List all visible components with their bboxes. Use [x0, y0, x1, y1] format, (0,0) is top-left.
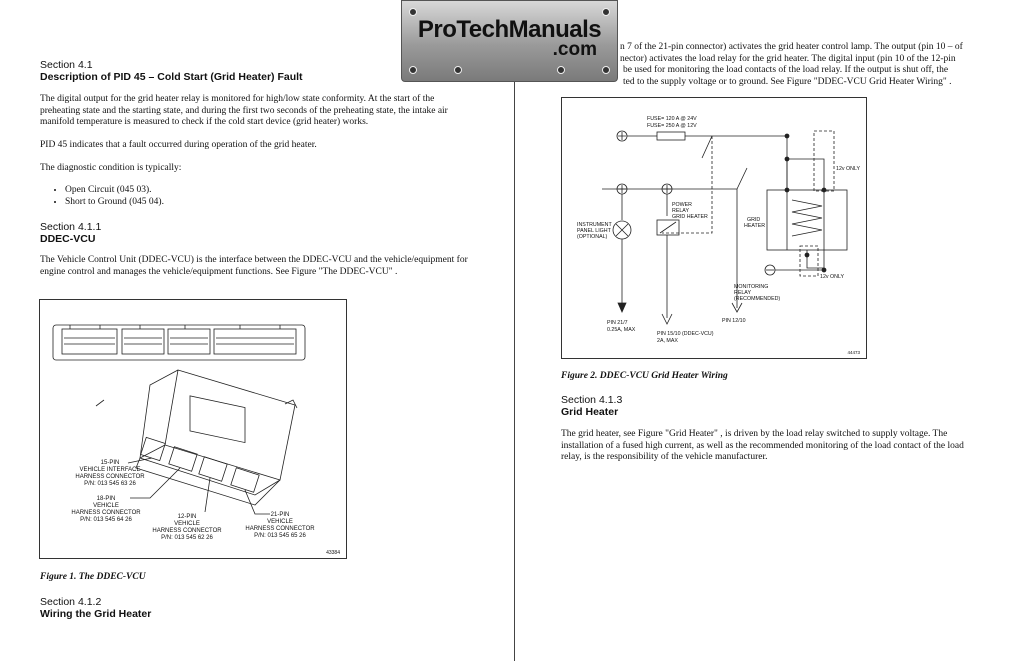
pin-label: PIN 12/10 — [722, 318, 746, 324]
paragraph: The Vehicle Control Unit (DDEC-VCU) is the interface between the DDEC-VCU and the vehicle/equipment for engine control and manages the vehicle/equipment functions. See Figure "The DDEC-VCU" . — [40, 255, 468, 277]
label-21-pin: 21-PIN — [270, 512, 290, 518]
section-4-1-3-heading — [561, 394, 981, 418]
rivet — [602, 66, 610, 74]
figure-id: 44473 — [847, 350, 860, 355]
section-title: Wiring the Grid Heater — [40, 608, 152, 620]
figure-grid-heater-wiring — [561, 97, 867, 359]
figure-id: 43384 — [326, 550, 340, 556]
section-title: DDEC-VCU — [40, 233, 96, 245]
logo-text: ProTechManuals — [417, 16, 602, 43]
label-15-pin: P/N: 013 545 63 26 — [84, 481, 136, 487]
paragraph-continued — [620, 42, 1000, 88]
column-divider — [514, 0, 515, 661]
paragraph: PID 45 indicates that a fault occurred during operation of the grid heater. — [40, 140, 317, 150]
label-12-pin: HARNESS CONNECTOR — [152, 528, 222, 534]
section-4-1-2-heading — [40, 596, 470, 620]
label-18-pin: P/N: 013 545 64 26 — [80, 517, 132, 523]
monitoring-label: (RECOMMENDED) — [734, 296, 781, 302]
label-15-pin: HARNESS CONNECTOR — [75, 474, 145, 480]
12v-only-label: 12v ONLY — [836, 166, 861, 172]
list-item: • Short to Ground (045 04). — [65, 197, 465, 209]
label-18-pin: 18-PIN — [96, 496, 116, 502]
label-21-pin: HARNESS CONNECTOR — [245, 526, 315, 532]
pin-label: PIN 15/10 (DDEC-VCU) — [657, 331, 714, 337]
label-12-pin: P/N: 013 545 62 26 — [161, 535, 213, 541]
power-relay-label: GRID HEATER — [672, 214, 708, 220]
label-21-pin: P/N: 013 545 65 26 — [254, 533, 306, 539]
grid-heater-label: GRID — [747, 217, 761, 223]
protechmanuals-logo — [401, 0, 618, 82]
label-12-pin: 12-PIN — [177, 514, 197, 520]
monitoring-label: MONITORING — [734, 284, 769, 290]
text-line: be used for monitoring the load contacts of the load relay. If the output is shut off, the — [623, 65, 949, 75]
section-title: Description of PID 45 – Cold Start (Grid Heater) Fault — [40, 71, 303, 83]
rivet — [454, 66, 462, 74]
fuse-label: FUSE= 250 A @ 12V — [647, 123, 697, 129]
bullet-list — [40, 185, 465, 208]
section-title: Grid Heater — [561, 406, 619, 418]
label-15-pin: 15-PIN — [100, 460, 120, 466]
power-relay-label: POWER — [672, 202, 693, 208]
section-number: Section 4.1 — [40, 59, 93, 71]
fuse-label: FUSE= 120 A @ 24V — [647, 116, 697, 122]
12v-only-label: 12v ONLY — [820, 274, 845, 280]
text-line: ted to the supply voltage or to ground. See Figure "DDEC-VCU Grid Heater Wiring" . — [623, 76, 952, 87]
list-item: • Open Circuit (045 03). — [65, 185, 465, 197]
paragraph: The grid heater, see Figure "Grid Heater" , is driven by the load relay switched to supply voltage. The installation of a fused high current, as well as the recommended monitoring of the load contact of the load relay, is the responsibility of the vehicle manufacturer. — [561, 429, 964, 462]
pin-label: PIN 21/7 — [607, 320, 628, 326]
logo-text-domain: .com — [552, 39, 597, 60]
label-12-pin: VEHICLE — [174, 521, 200, 527]
pin-label: 2A, MAX — [657, 338, 678, 344]
label-15-pin: VEHICLE INTERFACE — [79, 467, 141, 473]
label-18-pin: VEHICLE — [93, 503, 119, 509]
rivet — [409, 8, 417, 16]
grid-heater-label: HEATER — [744, 223, 766, 229]
grid-heater-wiring-diagram — [562, 98, 866, 358]
section-4-1-1-heading — [40, 221, 470, 245]
figure-ddec-vcu — [39, 299, 347, 559]
pin-label: 0.25A, MAX — [607, 327, 636, 333]
paragraph: The diagnostic condition is typically: — [40, 163, 182, 173]
figure-caption: Figure 2. DDEC-VCU Grid Heater Wiring — [561, 371, 728, 381]
rivet — [409, 66, 417, 74]
figure-caption: Figure 1. The DDEC-VCU — [40, 572, 146, 582]
ddec-vcu-drawing — [40, 300, 346, 558]
section-number: Section 4.1.1 — [40, 221, 102, 233]
monitoring-label: RELAY — [734, 290, 751, 296]
instrument-label: INSTRUMENT — [577, 222, 612, 228]
power-relay-label: RELAY — [672, 208, 689, 214]
section-number: Section 4.1.3 — [561, 394, 623, 406]
instrument-label: (OPTIONAL) — [577, 234, 608, 240]
paragraph: The digital output for the grid heater relay is monitored for high/low state conformity. At the start of the preheating state and the starting state, and during the first two seconds of the preheating state, the intake air manifold temperature is measured to check if the cold start device (grid heater) works. — [40, 94, 448, 127]
section-number: Section 4.1.2 — [40, 596, 102, 608]
rivet — [557, 66, 565, 74]
rivet — [602, 8, 610, 16]
text-line: n 7 of the 21-pin connector) activates the grid heater control lamp. The output (pin 10 – of — [620, 42, 963, 52]
text-line: nector) activates the load relay for the grid heater. The digital input (pin 10 of the 12-pin — [620, 53, 956, 64]
label-21-pin: VEHICLE — [267, 519, 293, 525]
instrument-label: PANEL LIGHT — [577, 228, 611, 234]
label-18-pin: HARNESS CONNECTOR — [71, 510, 141, 516]
